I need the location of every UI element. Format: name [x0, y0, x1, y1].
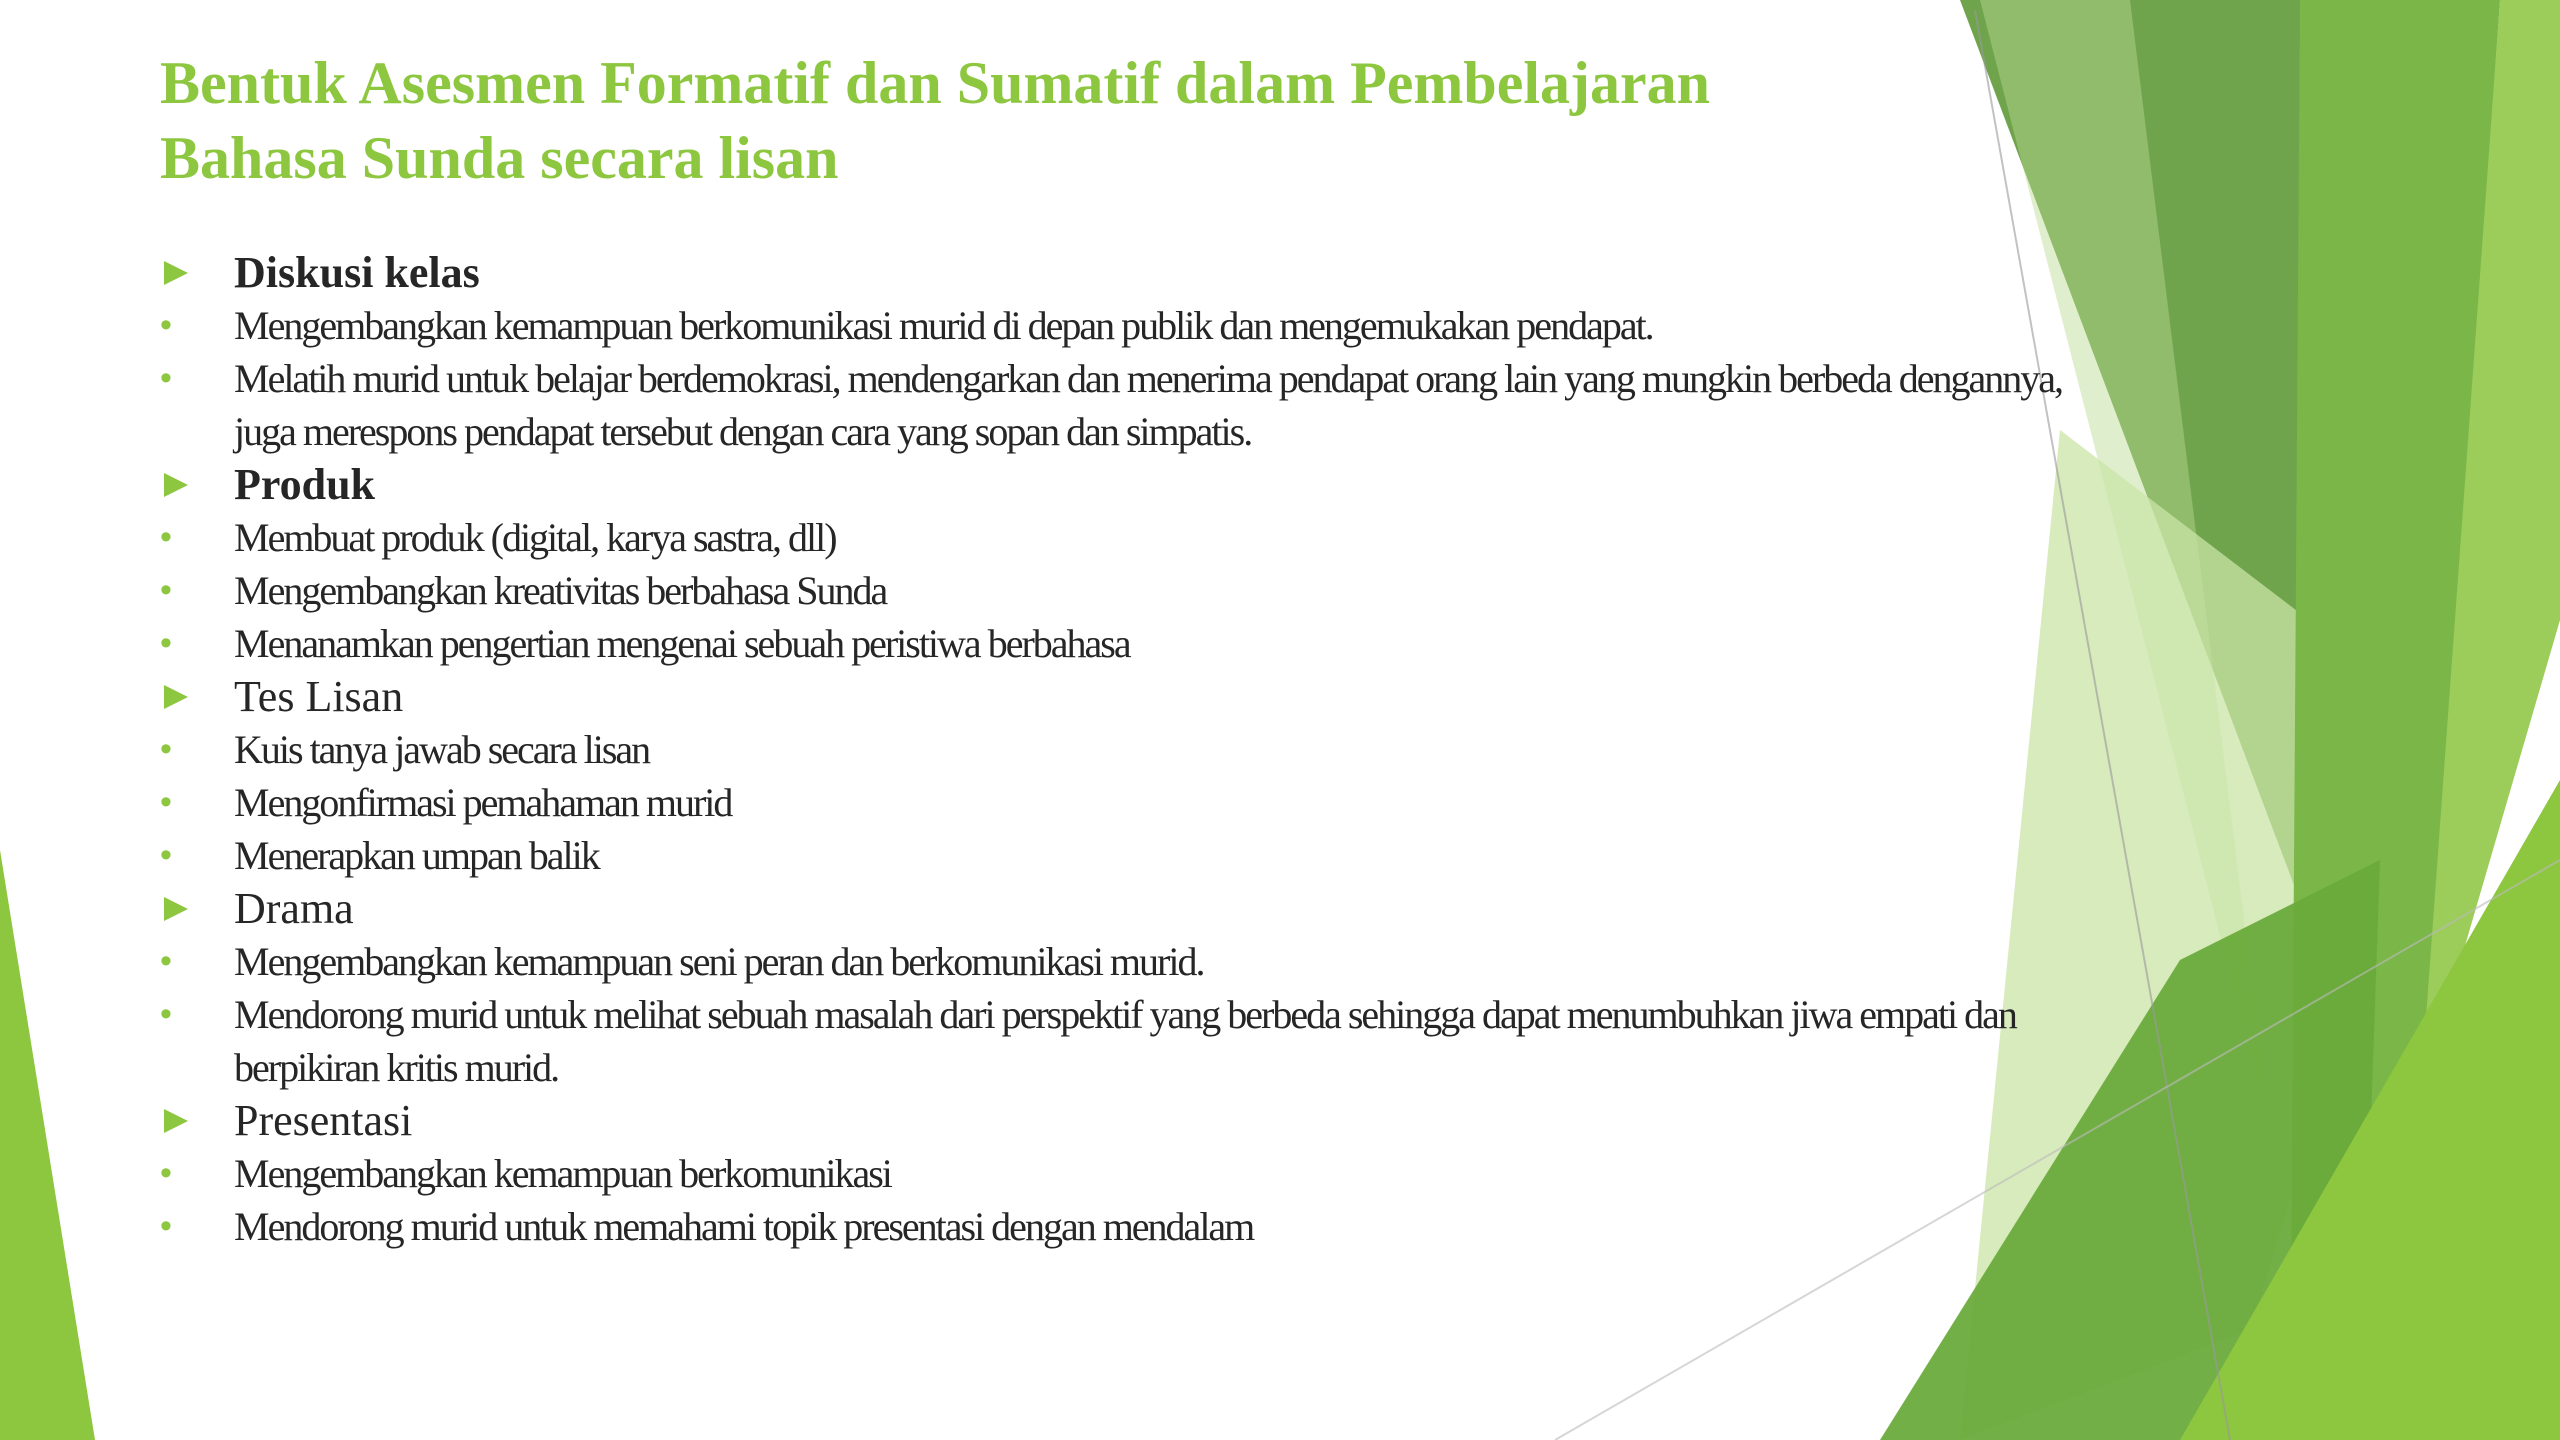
list-item: • Mengembangkan kemampuan berkomunikasi — [160, 1147, 2240, 1200]
list-item: • Mengonfirmasi pemahaman murid — [160, 776, 2240, 829]
page-title — [160, 46, 2010, 196]
dot-bullet-icon: • — [160, 1207, 172, 1245]
dot-bullet-icon: • — [160, 730, 172, 768]
triangle-bullet-icon — [164, 1109, 188, 1133]
dot-bullet-icon: • — [160, 995, 172, 1033]
list-item: • Mendorong murid untuk memahami topik presentasi dengan mendalam — [160, 1200, 2240, 1253]
title-line-1: Bentuk Asesmen Formatif dan Sumatif dalam Pembelajaran — [160, 50, 1710, 116]
list-item-continuation: juga merespons pendapat tersebut dengan cara yang sopan dan simpatis. — [234, 409, 1252, 454]
dot-bullet-icon: • — [160, 624, 172, 662]
list-item: • Menerapkan umpan balik — [160, 829, 2240, 882]
dot-bullet-icon: • — [160, 836, 172, 874]
dot-bullet-icon: • — [160, 571, 172, 609]
list-item: • Melatih murid untuk belajar berdemokrasi, mendengarkan dan menerima pendapat orang lain yang mungkin berbeda dengannya, — [160, 352, 2240, 405]
dot-bullet-icon: • — [160, 1154, 172, 1192]
dot-bullet-icon: • — [160, 942, 172, 980]
triangle-bullet-icon — [164, 685, 188, 709]
section-heading-drama: Drama — [160, 882, 2240, 935]
dot-bullet-icon: • — [160, 783, 172, 821]
list-item: • Kuis tanya jawab secara lisan — [160, 723, 2240, 776]
dot-bullet-icon: • — [160, 306, 172, 344]
section-heading-diskusi-kelas: Diskusi kelas — [160, 246, 2240, 299]
triangle-bullet-icon — [164, 897, 188, 921]
triangle-bullet-icon — [164, 473, 188, 497]
dot-bullet-icon: • — [160, 518, 172, 556]
list-item: • Menanamkan pengertian mengenai sebuah peristiwa berbahasa — [160, 617, 2240, 670]
section-heading-tes-lisan: Tes Lisan — [160, 670, 2240, 723]
list-item: • Mendorong murid untuk melihat sebuah masalah dari perspektif yang berbeda sehingga dapat menumbuhkan jiwa empati dan — [160, 988, 2240, 1041]
list-item-continuation: berpikiran kritis murid. — [234, 1045, 559, 1090]
list-item: • Mengembangkan kemampuan berkomunikasi murid di depan publik dan mengemukakan pendapat. — [160, 299, 2240, 352]
dot-bullet-icon: • — [160, 359, 172, 397]
triangle-bullet-icon — [164, 261, 188, 285]
section-heading-produk: Produk — [160, 458, 2240, 511]
list-item: • Mengembangkan kemampuan seni peran dan berkomunikasi murid. — [160, 935, 2240, 988]
left-edge-shape — [0, 850, 95, 1440]
title-line-2: Bahasa Sunda secara lisan — [160, 125, 839, 191]
list-item: • Membuat produk (digital, karya sastra, dll) — [160, 511, 2240, 564]
section-heading-presentasi: Presentasi — [160, 1094, 2240, 1147]
content-list — [160, 246, 2240, 1253]
list-item: • Mengembangkan kreativitas berbahasa Sunda — [160, 564, 2240, 617]
